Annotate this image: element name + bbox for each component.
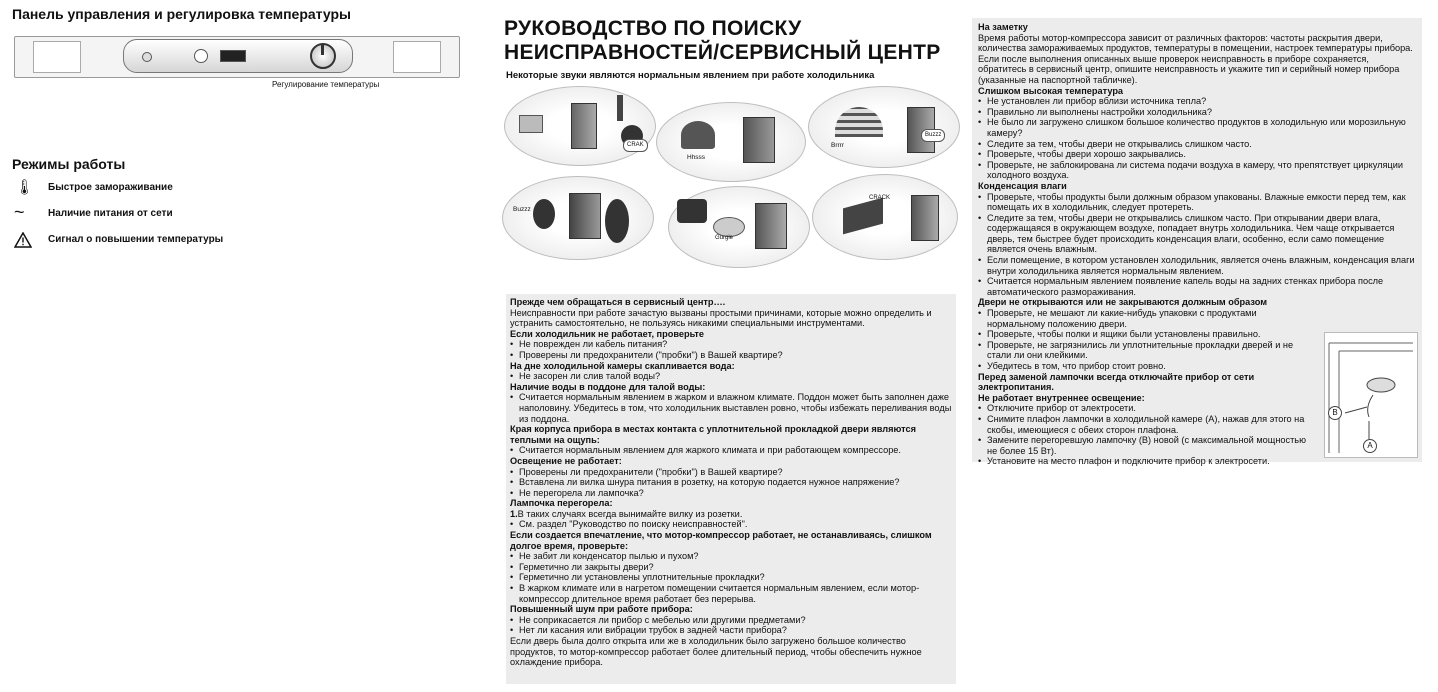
- box-paragraph: Если дверь была долго открыта или же в холодильник было загружено большое количество продуктов, то мотор-компрессор работает более длительный период, чтобы обеспечить нужное охлаждение прибора.: [510, 636, 922, 668]
- panel-left-slot: [33, 41, 81, 73]
- sound-illustration: [656, 102, 806, 182]
- fan-icon: [605, 199, 629, 243]
- mode-label: Быстрое замораживание: [48, 182, 173, 193]
- tips-list-item: • Отключите прибор от электросети.: [978, 403, 1314, 414]
- label-a: A: [1363, 439, 1377, 453]
- sound-label: Brrrr: [831, 142, 844, 149]
- sound-illustration: [502, 176, 654, 260]
- box-list-item: • Герметично ли закрыты двери?: [510, 562, 954, 573]
- tips-list-item: • Установите на место плафон и подключите прибор к электросети.: [978, 456, 1314, 467]
- tips-list-item: • Проверьте, не заблокирована ли система подачи воздуха в камеру, что препятствует циркуляции холодного воздуха.: [978, 160, 1418, 181]
- box-list-item: • Считается нормальным явлением в жарком и влажном климате. Поддон может быть заполнен даже наполовину. Убедитесь в том, что холодильник выставлен ровно, чтобы избежать переливания воды из поддона.: [510, 392, 954, 424]
- sound-illustration: [504, 86, 656, 166]
- box-heading: Прежде чем обращаться в сервисный центр….: [510, 297, 726, 307]
- service-box-content: [510, 297, 954, 668]
- sounds-subtitle: Некоторые звуки являются нормальным явлением при работе холодильника: [506, 70, 875, 81]
- box-heading: Если создается впечатление, что мотор-компрессор работает, не останавливаясь, слишком долгое время, проверьте:: [510, 530, 932, 551]
- bee-icon: [533, 199, 555, 229]
- indicator-display-icon: [220, 50, 246, 62]
- page-title-line1: РУКОВОДСТВО ПО ПОИСКУ: [504, 17, 802, 40]
- igloo-icon: [835, 107, 883, 137]
- tips-list-item: • Проверьте, не загрязнились ли уплотнительные прокладки дверей и не стали ли они клейкими.: [978, 340, 1314, 361]
- tips-heading: Перед заменой лампочки всегда отключайте прибор от сети электропитания.: [978, 371, 1255, 393]
- mode-item: [12, 230, 472, 250]
- box-list-item: • Считается нормальным явлением для жаркого климата и при работающем компрессоре.: [510, 445, 954, 456]
- tilde-power-icon: ~: [14, 202, 25, 222]
- mode-item: [12, 178, 472, 198]
- mode-label: Наличие питания от сети: [48, 208, 173, 219]
- box-list-item: • Проверены ли предохранители ("пробки") в Вашей квартире?: [510, 467, 954, 478]
- box-heading: Освещение не работает:: [510, 455, 622, 466]
- panel-caption: Регулирование температуры: [272, 80, 380, 89]
- tips-heading: Слишком высокая температура: [978, 85, 1124, 96]
- mode-item: [12, 204, 472, 224]
- tips-list-item: • Замените перегоревшую лампочку (B) новой (с максимальной мощностью не более 15 Вт).: [978, 435, 1314, 456]
- sound-label: Buzzz: [921, 129, 945, 142]
- sound-label: Buzzz: [513, 206, 531, 213]
- panel-title: Панель управления и регулировка температуры: [12, 6, 351, 22]
- tips-list-item: • Проверьте, чтобы полки и ящики были установлены правильно.: [978, 329, 1314, 340]
- tips-heading: На заметку: [978, 22, 1028, 32]
- compressor-icon: [743, 117, 775, 163]
- fridge-icon: [569, 193, 601, 239]
- tips-paragraph: Время работы мотор-компрессора зависит от различных факторов: частоты раскрытия двери, количества замораживаемых продуктов, температуры в помещении, настроек температуры прибора.: [978, 32, 1413, 54]
- box-list-item: • Нет ли касания или вибрации трубок в задней части прибора?: [510, 625, 954, 636]
- tips-list-item: • Проверьте, чтобы двери хорошо закрывались.: [978, 149, 1418, 160]
- sound-illustration: [812, 174, 958, 260]
- temperature-knob[interactable]: [310, 43, 336, 69]
- tips-list-item: • Снимите плафон лампочки в холодильной камере (A), нажав для этого на скобы, имеющиеся с обеих сторон плафона.: [978, 414, 1314, 435]
- page-title-line2: НЕИСПРАВНОСТЕЙ/СЕРВИСНЫЙ ЦЕНТР: [504, 41, 941, 64]
- tips-list-item: • Не установлен ли прибор вблизи источника тепла?: [978, 96, 1418, 107]
- box-list-item: • Не поврежден ли кабель питания?: [510, 339, 954, 350]
- tips-heading: Конденсация влаги: [978, 180, 1067, 191]
- box-heading: Края корпуса прибора в местах контакта с уплотнительной прокладкой двери являются теплыми на ощупь:: [510, 424, 916, 445]
- control-panel-drawing: [14, 36, 460, 78]
- mode-label: Сигнал о повышении температуры: [48, 234, 224, 245]
- hand-icon: [681, 121, 715, 149]
- tips-list-item: • Не было ли загружено слишком большое количество продуктов в холодильную или морозильную камеру?: [978, 117, 1418, 138]
- box-heading: Повышенный шум при работе прибора:: [510, 604, 693, 615]
- tips-list-item: • Считается нормальным явлением появление капель воды на задних стенках прибора после автоматического размораживания.: [978, 276, 1418, 297]
- panel-right-slot: [393, 41, 441, 73]
- box-heading: На дне холодильной камеры скапливается вода:: [510, 360, 735, 371]
- bottle-icon: [677, 199, 707, 223]
- box-paragraph: Неисправности при работе зачастую вызваны простыми причинами, которые можно определить и устранить самостоятельно, не пользуясь никакими специальными инструментами.: [510, 307, 932, 329]
- sound-label: CRACK: [869, 195, 891, 201]
- tips-list-item: • Следите за тем, чтобы двери не открывались слишком часто.: [978, 139, 1418, 150]
- label-b: B: [1328, 406, 1342, 420]
- valve-icon: [617, 95, 623, 121]
- fridge-icon: [571, 103, 597, 149]
- box-heading: Наличие воды в поддоне для талой воды:: [510, 381, 706, 392]
- tips-list-item: • Следите за тем, чтобы двери не открывались слишком часто. При открывании двери влага, содержащаяся в окружающем воздухе, попадает внутрь холодильника. Чем чаще открывается дверь, тем быстрее будет происходить конденсация влаги, особенно, если само помещение является очень влажным.: [978, 213, 1418, 255]
- box-heading: Если холодильник не работает, проверьте: [510, 328, 705, 339]
- box-heading: Лампочка перегорела:: [510, 498, 613, 509]
- tips-list-item: • Правильно ли выполнены настройки холодильника?: [978, 107, 1418, 118]
- box-list-item: • Проверены ли предохранители ("пробки") в Вашей квартире?: [510, 350, 954, 361]
- tips-list-item: • Если помещение, в котором установлен холодильник, является очень влажным, конденсация влаги внутри холодильника является нормальным явлением.: [978, 255, 1418, 276]
- tips-subheading: Не работает внутреннее освещение:: [978, 392, 1145, 403]
- tips-list-item: • Убедитесь в том, что прибор стоит ровно.: [978, 361, 1314, 372]
- tips-paragraph: Если после выполнения описанных выше проверок неисправность в приборе сохраняется, обратитесь в сервисный центр, опишите неисправность и укажите тип и серийный номер прибора (указанные на паспортной табличке).: [978, 53, 1400, 85]
- box-list-item: • См. раздел "Руководство по поиску неисправностей".: [510, 519, 954, 530]
- box-list-item: • Герметично ли установлены уплотнительные прокладки?: [510, 572, 954, 583]
- box-numbered-item: 1.В таких случаях всегда вынимайте вилку из розетки.: [510, 508, 743, 519]
- box-list-item: • Не перегорела ли лампочка?: [510, 488, 954, 499]
- sound-label: CRAK: [623, 139, 648, 152]
- lamp-diagram: [1324, 332, 1418, 458]
- box-list-item: • Не соприкасается ли прибор с мебелью или другими предметами?: [510, 615, 954, 626]
- tips-list-item: • Проверьте, чтобы продукты были должным образом упакованы. Влажные емкости перед тем, как помещать их в холодильник, следует протереть.: [978, 192, 1418, 213]
- thermostat-module: [123, 39, 353, 73]
- warning-triangle-icon: [14, 232, 32, 248]
- indicator-lens-icon: [194, 49, 208, 63]
- sound-illustration: [668, 186, 810, 268]
- tips-list-item: • Проверьте, не мешают ли какие-нибудь упаковки с продуктами нормальному положению двери.: [978, 308, 1314, 329]
- indicator-dot-icon: [142, 52, 152, 62]
- tips-heading: Двери не открываются или не закрываются должным образом: [978, 297, 1268, 308]
- box-list-item: • В жарком климате или в нагретом помещении считается нормальным явлением, если мотор-компрессор длительное время работает без перерыва.: [510, 583, 954, 604]
- box-list-item: • Не засорен ли слив талой воды?: [510, 371, 954, 382]
- sound-illustration: [808, 86, 960, 168]
- fridge-icon: [755, 203, 787, 249]
- fridge-icon: [911, 195, 939, 241]
- modes-title: Режимы работы: [12, 156, 126, 172]
- sound-label: Gurgle: [715, 235, 734, 241]
- wall-socket-icon: [519, 115, 543, 133]
- thermometer-snowflake-icon: 🌡︎: [15, 179, 35, 196]
- box-list-item: • Вставлена ли вилка шнура питания в розетку, на которую подается нужное напряжение?: [510, 477, 954, 488]
- sound-label: Hhsss: [687, 154, 706, 161]
- box-list-item: • Не забит ли конденсатор пылью и пухом?: [510, 551, 954, 562]
